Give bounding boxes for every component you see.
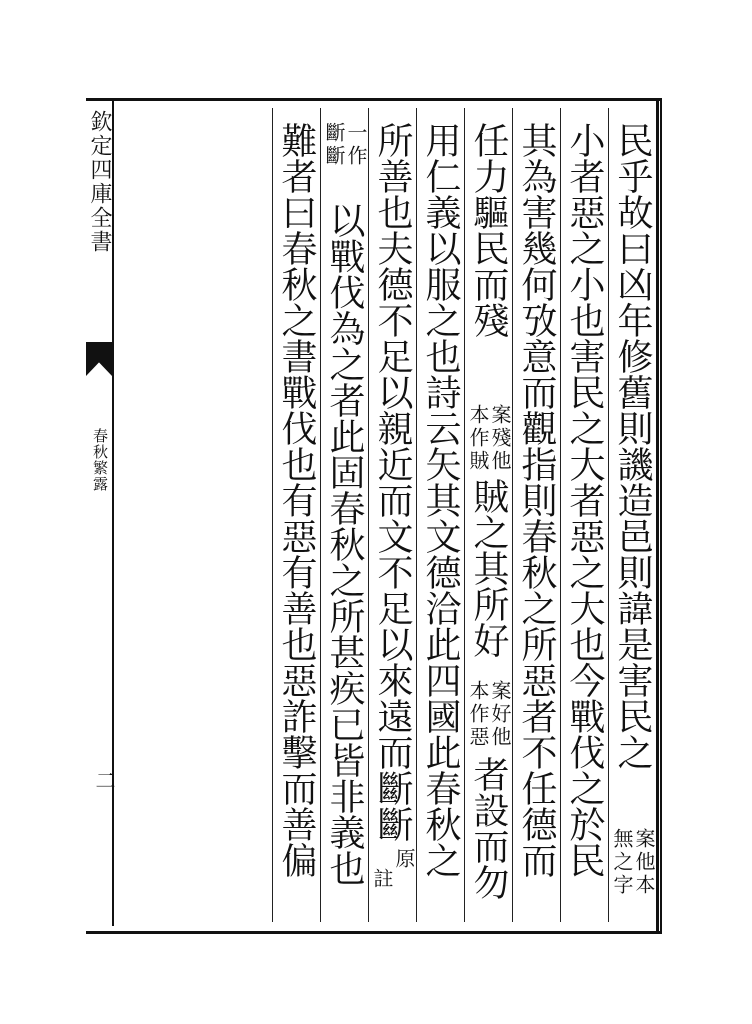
chapter-title: 春秋繁露 — [91, 428, 109, 492]
column-text: 民乎故曰凶年修舊則譏造邑則諱是害民之 — [612, 122, 653, 770]
text-column-6 — [368, 108, 415, 922]
column-text: 以戰伐為之者此固春秋之所甚疾已皆非義也 — [324, 202, 365, 886]
annotation-note: 一作 — [344, 122, 368, 168]
text-column-3 — [512, 108, 559, 922]
annotation-note: 斷斷 — [322, 122, 346, 168]
text-column-8 — [272, 108, 319, 922]
column-text: 任力驅民而殘 — [468, 122, 509, 338]
annotation-note: 案他本 — [632, 828, 656, 897]
annotation-note: 原 — [392, 848, 416, 871]
frame-right-rule — [656, 98, 659, 931]
column-text: 小者惡之小也害民之大者惡之大也今戰伐之於民 — [564, 122, 605, 878]
column-text: 難者曰春秋之書戰伐也有惡有善也惡詐擊而善偏 — [276, 122, 317, 878]
text-column-4 — [464, 108, 511, 922]
text-column-1 — [608, 108, 655, 922]
text-column-5 — [416, 108, 463, 922]
page-number: 二 — [92, 770, 116, 790]
text-column-7 — [320, 108, 367, 922]
annotation-note: 無之字 — [610, 828, 634, 897]
text-column-2 — [560, 108, 607, 922]
column-text: 所善也夫德不足以親近而文不足以來遠而斷斷 — [372, 122, 413, 842]
annotation-note: 案殘他 — [488, 404, 512, 473]
column-text: 者設而勿 — [468, 756, 509, 900]
column-text: 其為害幾何攷意而觀指則春秋之所惡者不任德而 — [516, 122, 557, 878]
annotation-note: 案好他 — [488, 680, 512, 749]
annotation-note: 本作賊 — [466, 404, 490, 473]
book-title: 欽定四庫全書 — [87, 110, 112, 254]
column-text: 用仁義以服之也詩云矢其文德洽此四國此春秋之 — [420, 122, 461, 878]
column-text: 賊之其所好 — [468, 478, 509, 658]
annotation-note: 本作惡 — [466, 680, 490, 749]
annotation-note: 註 — [370, 868, 394, 891]
